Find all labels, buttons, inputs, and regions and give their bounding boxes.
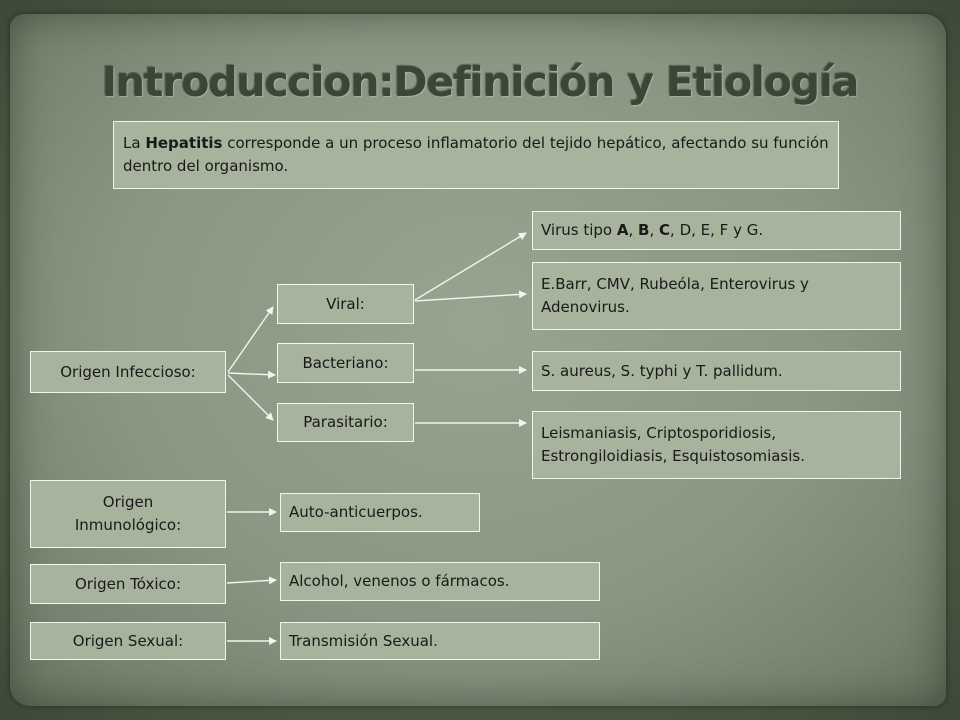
origin-inmunologico-box — [30, 480, 226, 548]
slide-title: Introduccion:Definición y Etiología — [101, 58, 859, 106]
origin-toxico-label: Origen Tóxico: — [74, 574, 182, 593]
sexual-transmission-box — [280, 622, 600, 660]
other-viruses-box — [532, 262, 901, 330]
parasites-box — [532, 411, 901, 479]
definition-text: La Hepatitis corresponde a un proceso inflamatorio del tejido hepático, afectando su función dentro del organismo. — [123, 134, 829, 175]
other-viruses-text: E.Barr, CMV, Rubeóla, Enterovirus y Adenovirus. — [541, 275, 809, 316]
bacteria-text: S. aureus, S. typhi y T. pallidum. — [541, 361, 783, 380]
origin-infeccioso-box — [30, 351, 226, 393]
sexual-transmission-text: Transmisión Sexual. — [289, 631, 438, 650]
parasites-text: Leismaniasis, Criptosporidiosis, Estrongiloidiasis, Esquistosomiasis. — [541, 424, 806, 465]
autoantibodies-box — [280, 493, 480, 532]
origin-toxico-box — [30, 564, 226, 604]
agent-parasitario-box — [277, 403, 414, 442]
agent-parasitario-label: Parasitario: — [303, 413, 388, 431]
autoantibodies-text: Auto-anticuerpos. — [289, 503, 423, 521]
virus-types-box — [532, 211, 901, 250]
agent-bacteriano-box — [277, 343, 414, 383]
toxics-box — [280, 562, 600, 601]
agent-viral-box — [277, 284, 414, 324]
definition-term: Hepatitis — [145, 134, 223, 152]
origin-sexual-label: Origen Sexual: — [72, 631, 184, 650]
origin-sexual-box — [30, 622, 226, 660]
origin-infeccioso-label: Origen Infeccioso: — [60, 362, 196, 381]
agent-bacteriano-label: Bacteriano: — [302, 353, 389, 372]
definition-box — [113, 121, 839, 189]
origin-inmunologico-label: Origen Inmunológico: — [74, 493, 182, 534]
toxics-text: Alcohol, venenos o fármacos. — [289, 572, 510, 590]
bacteria-box — [532, 351, 901, 391]
agent-viral-label: Viral: — [326, 294, 365, 313]
virus-types-text: Virus tipo A, B, C, D, E, F y G. — [541, 221, 764, 239]
